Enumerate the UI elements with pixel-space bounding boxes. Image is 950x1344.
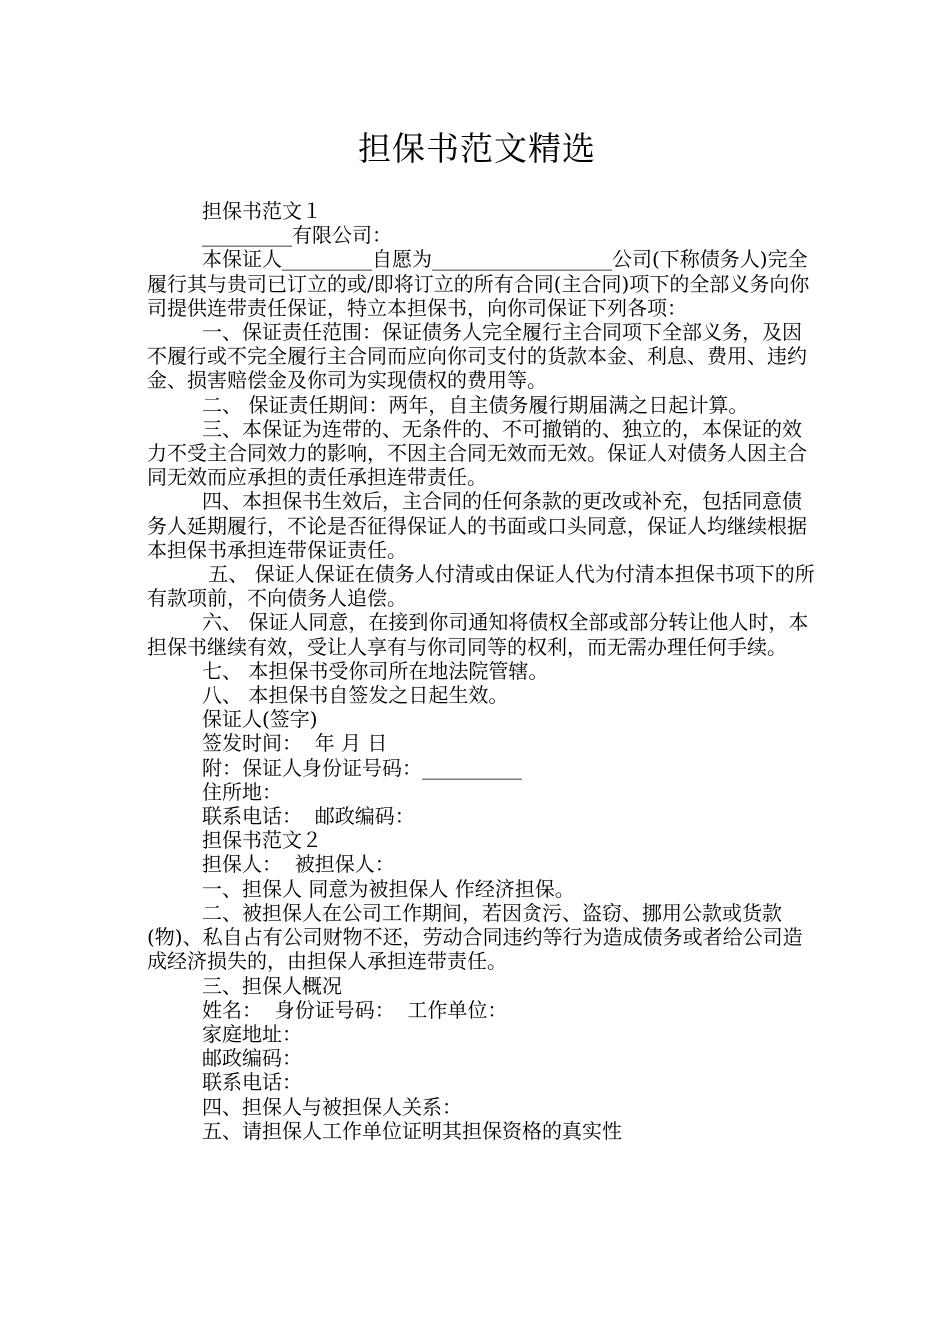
- paragraph: 二、 保证责任期间：两年，自主债务履行期届满之日起计算。: [202, 392, 749, 417]
- paragraph: 三、本保证为连带的、无条件的、不可撤销的、独立的，本保证的效力不受主合同效力的影响，不因主合同无效而无效。保证人对债务人因主合同无效而应承担的责任承担连带责任。: [147, 416, 807, 490]
- paragraph: 住所地：: [202, 779, 282, 804]
- paragraph: 担保人： 被担保人：: [202, 852, 395, 877]
- paragraph: 担保书范文１: [202, 199, 322, 223]
- paragraph: 四、担保人与被担保人关系：: [202, 1094, 462, 1119]
- paragraph: 姓名： 身份证号码： 工作单位：: [202, 997, 508, 1022]
- paragraph: 五、请担保人工作单位证明其担保资格的真实性: [202, 1118, 622, 1143]
- document-title: 担保书范文精选: [358, 129, 596, 168]
- document-body: [147, 199, 817, 1143]
- paragraph: 家庭地址：: [202, 1021, 302, 1046]
- paragraph: 担保书范文２: [202, 828, 322, 853]
- paragraph: 一、保证责任范围：保证债务人完全履行主合同项下全部义务，及因不履行或不完全履行主合同而应向你司支付的货款本金、利息、费用、违约金、损害赔偿金及你司为实现债权的费用等。: [147, 320, 807, 393]
- paragraph: 联系电话：: [202, 1070, 302, 1095]
- paragraph: 三、担保人概况: [202, 973, 342, 998]
- paragraph: 六、 保证人同意，在接到你司通知将债权全部或部分转让他人时，本担保书继续有效，受让人享有与你司同等的权利，而无需办理任何手续。: [147, 610, 809, 659]
- paragraph: 签发时间： 年 月 日: [202, 731, 388, 756]
- paragraph: 七、 本担保书受你司所在地法院管辖。: [202, 658, 549, 683]
- paragraph: 五、 保证人保证在债务人付清或由保证人代为付清本担保书项下的所有款项前，不向债务人追偿。: [147, 562, 815, 611]
- paragraph: 一、担保人 同意为被担保人 作经济担保。: [202, 876, 575, 901]
- paragraph: 保证人(签字): [202, 707, 318, 732]
- paragraph: 联系电话： 邮政编码：: [202, 804, 415, 829]
- paragraph: 四、本担保书生效后，主合同的任何条款的更改或补充，包括同意债务人延期履行，不论是否征得保证人的书面或口头同意，保证人均继续根据本担保书承担连带保证责任。: [147, 489, 807, 562]
- paragraph: 八、 本担保书自签发之日起生效。: [202, 683, 509, 708]
- paragraph: 邮政编码：: [202, 1046, 302, 1071]
- paragraph: 本保证人_________自愿为__________________公司(下称债务人)完全履行其与贵司已订立的或/即将订立的所有合同(主合同)项下的全部义务向你司提供连带责任保证，特立本担保书，向你司保证下列各项：: [147, 247, 810, 320]
- paragraph: 二、被担保人在公司工作期间，若因贪污、盗窃、挪用公款或货款(物)、私自占有公司财物不还，劳动合同违约等行为造成债务或者给公司造成经济损失的，由担保人承担连带责任。: [147, 900, 803, 974]
- paragraph: 附：保证人身份证号码：__________: [202, 755, 522, 780]
- paragraph: _________有限公司：: [202, 223, 392, 248]
